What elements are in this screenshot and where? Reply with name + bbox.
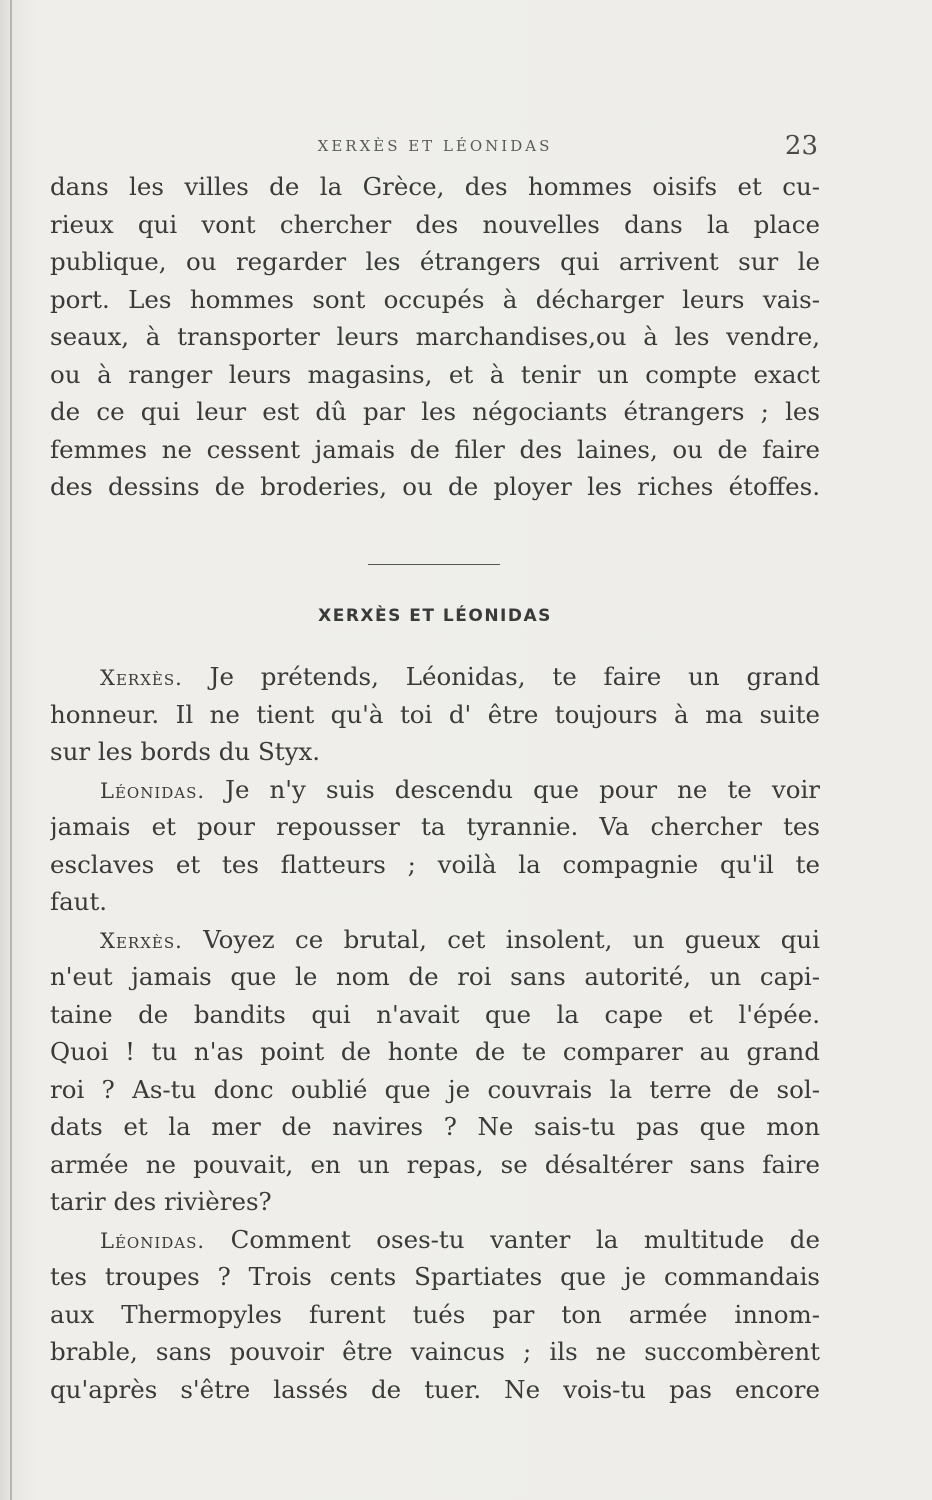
page-number: 23 (784, 131, 818, 161)
running-head (50, 131, 820, 167)
text-line: brable, sans pouvoir être vaincus ; ils ne succombèrent (50, 1337, 820, 1366)
text-line: sur les bords du Styx. (50, 737, 321, 766)
speech-text: Voyez ce brutal, cet insolent, un gueux qui (203, 924, 820, 954)
speech-text: Comment oses-tu vanter la multitude de (230, 1224, 820, 1254)
text-line: honneur. Il ne tient qu'à toi d' être toujours à ma suite (50, 699, 820, 729)
text-line: ou à ranger leurs magasins, et à tenir un compte exact (50, 359, 820, 389)
speech-text: Je n'y suis descendu que pour ne te voir (225, 774, 820, 804)
speaker-name: Xerxès. (100, 666, 183, 690)
speaker-name: Xerxès. (100, 928, 183, 953)
text-line: taine de bandits qui n'avait que la cape et l'épée. (50, 999, 820, 1029)
text-line: dans les villes de la Grèce, des hommes oisifs et cu- (50, 172, 820, 201)
text-line: jamais et pour repousser ta tyrannie. Va chercher tes (50, 812, 820, 841)
text-line: rieux qui vont chercher des nouvelles dans la place (50, 209, 820, 239)
section-title: XERXÈS ET LÉONIDAS (318, 606, 552, 626)
running-title: XERXÈS ET LÉONIDAS (317, 137, 553, 155)
text-line: port. Les hommes sont occupés à décharger leurs vais- (50, 284, 820, 314)
paragraph-continuation (50, 168, 820, 506)
speaker-name: Léonidas. (100, 778, 206, 803)
text-line: n'eut jamais que le nom de roi sans autorité, un capi- (50, 962, 820, 991)
text-line: roi ? As-tu donc oublié que je couvrais la terre de sol- (50, 1074, 820, 1104)
dialogue-line-first (50, 658, 820, 696)
speech-text: Je prétends, Léonidas, te faire un grand (209, 662, 820, 691)
text-line: seaux, à transporter leurs marchandises,ou à les vendre, (50, 322, 820, 351)
text-line: dats et la mer de navires ? Ne sais-tu pas que mon (50, 1112, 820, 1141)
text-line: publique, ou regarder les étrangers qui arrivent sur le (50, 247, 820, 276)
binding-edge (10, 0, 12, 1500)
text-line: aux Thermopyles furent tués par ton armée innom- (50, 1299, 820, 1329)
text-line: de ce qui leur est dû par les négociants étrangers ; les (50, 397, 820, 426)
section-divider (368, 564, 500, 565)
text-line: esclaves et tes flatteurs ; voilà la compagnie qu'il te (50, 849, 820, 879)
text-line: Quoi ! tu n'as point de honte de te comparer au grand (50, 1037, 820, 1066)
text-line: tarir des rivières? (50, 1187, 272, 1216)
text-line: tes troupes ? Trois cents Spartiates que je commandais (50, 1262, 820, 1291)
text-line: des dessins de broderies, ou de ployer les riches étoffes. (50, 472, 820, 501)
dialogue-line-first (50, 1221, 820, 1259)
text-line: armée ne pouvait, en un repas, se désaltérer sans faire (50, 1149, 820, 1179)
dialogue (50, 658, 820, 1408)
dialogue-line-first (50, 921, 820, 959)
text-line: faut. (50, 887, 108, 916)
text-line: femmes ne cessent jamais de filer des laines, ou de faire (50, 434, 820, 464)
dialogue-line-first (50, 771, 820, 809)
speaker-name: Léonidas. (100, 1228, 206, 1253)
text-line: qu'après s'être lassés de tuer. Ne vois-tu pas encore (50, 1374, 820, 1404)
